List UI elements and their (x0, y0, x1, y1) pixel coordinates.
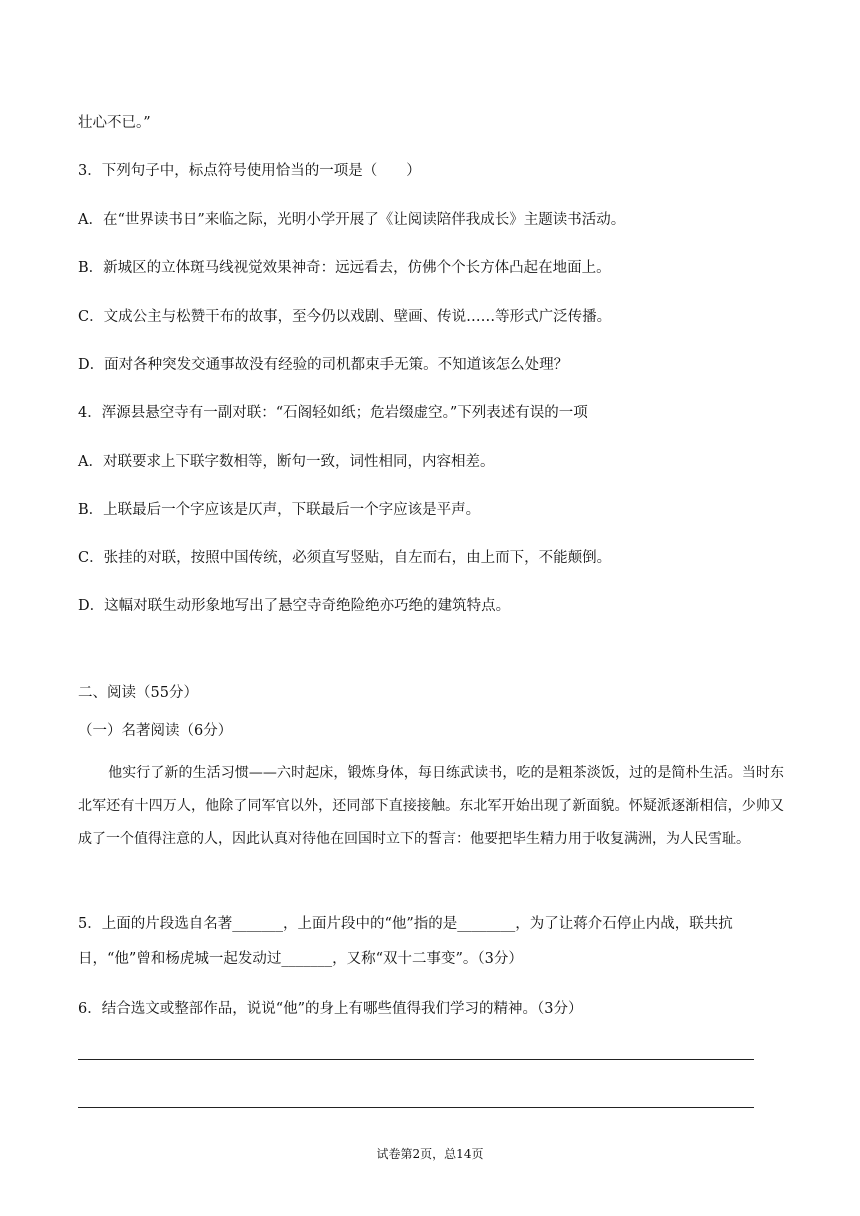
question-4-option-d: D．这幅对联生动形象地写出了悬空寺奇绝险绝亦巧绝的建筑特点。 (78, 598, 511, 614)
question-4-option-a: A．对联要求上下联字数相等，断句一致，词性相同，内容相差。 (78, 454, 495, 470)
question-6: 6．结合选文或整部作品，说说“他”的身上有哪些值得我们学习的精神。（3分） (78, 1001, 583, 1017)
passage-text: 他实行了新的生活习惯——六时起床，锻炼身体，每日练武读书，吃的是粗茶淡饭，过的是简朴生活。当时东北军还有十四万人，他除了同军官以外，还同部下直接接触。东北军开始出现了新面貌。怀疑派逐渐相信，少帅又成了一个值得注意的人，因此认真对待他在回国时立下的誓言：他要把毕生精力用于收复满洲，为人民雪耻。 (78, 765, 784, 847)
question-3-option-a: A．在“世界读书日”来临之际，光明小学开展了《让阅读陪伴我成长》主题读书活动。 (78, 212, 626, 228)
question-3-option-d: D．面对各种突发交通事故没有经验的司机都束手无策。不知道该怎么处理？ (78, 357, 569, 373)
answer-line-2[interactable] (78, 1107, 754, 1108)
question-3-option-c: C．文成公主与松赞干布的故事，至今仍以戏剧、壁画、传说……等形式广泛传播。 (78, 309, 612, 325)
section-title: 二、阅读（55分） (78, 685, 198, 701)
reading-passage (78, 757, 784, 856)
question-5-line-2: 日，“他”曾和杨虎城一起发动过_______，又称“双十二事变”。（3分） (78, 951, 523, 967)
carryover-text: 壮心不已。” (78, 115, 151, 131)
question-5-line-1: 5．上面的片段选自名著_______，上面片段中的“他”指的是________，为了让蒋介石停止内战，联共抗 (78, 916, 733, 932)
question-4-option-b: B．上联最后一个字应该是仄声，下联最后一个字应该是平声。 (78, 502, 481, 518)
question-3-option-b: B．新城区的立体斑马线视觉效果神奇：远远看去，仿佛个个长方体凸起在地面上。 (78, 260, 611, 276)
subsection-title: （一）名著阅读（6分） (78, 723, 233, 739)
answer-line-1[interactable] (78, 1059, 754, 1060)
question-4-option-c: C．张挂的对联，按照中国传统，必须直写竖贴，自左而右，由上而下，不能颠倒。 (78, 550, 612, 566)
question-4-stem: 4．浑源县悬空寺有一副对联：“石阁轻如纸；危岩缀虚空。”下列表述有误的一项 (78, 405, 588, 421)
question-3-stem: 3．下列句子中，标点符号使用恰当的一项是（ ） (78, 163, 421, 179)
page-footer: 试卷第2页，总14页 (376, 1147, 484, 1161)
